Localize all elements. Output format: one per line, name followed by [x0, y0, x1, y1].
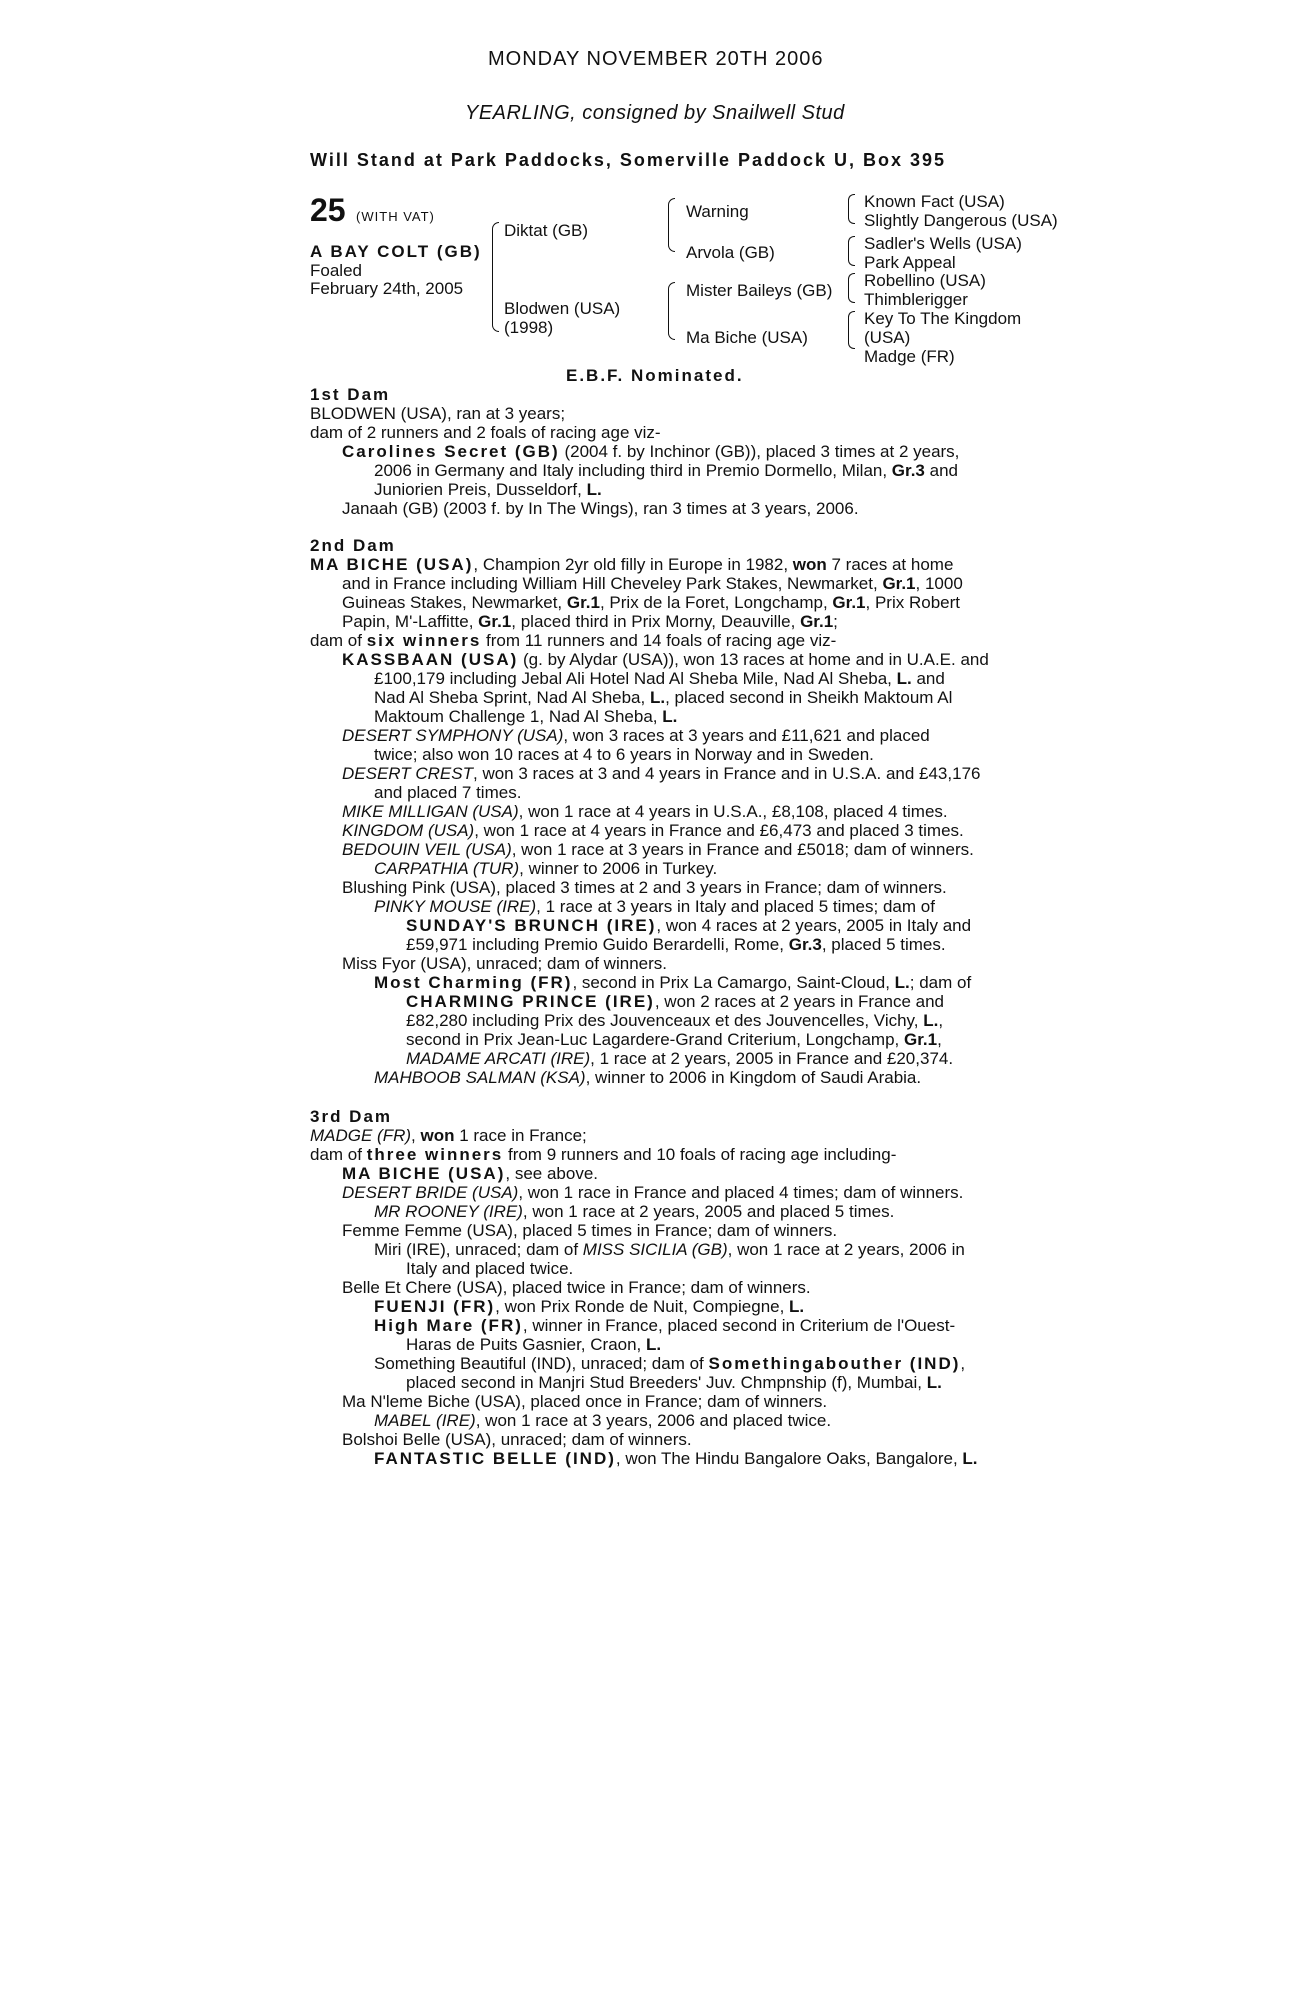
gg-brace-2 — [848, 236, 855, 266]
produce-entry-cont: and placed 7 times. — [374, 783, 522, 802]
produce-entry-cont: Nad Al Sheba Sprint, Nad Al Sheba, L., placed second in Sheikh Maktoum Al — [374, 688, 953, 707]
pedigree-ggd-3: Thimblerigger — [864, 290, 968, 309]
produce-entry: MIKE MILLIGAN (USA), won 1 race at 4 years in U.S.A., £8,108, placed 4 times. — [342, 802, 948, 821]
produce-entry: Bolshoi Belle (USA), unraced; dam of winners. — [342, 1430, 692, 1449]
produce-entry: Miss Fyor (USA), unraced; dam of winners. — [342, 954, 667, 973]
sale-date: MONDAY NOVEMBER 20TH 2006 — [488, 48, 824, 70]
first-dam-section — [310, 385, 990, 518]
produce-entry: MADAME ARCATI (IRE), 1 race at 2 years, 2005 in France and £20,374. — [406, 1049, 954, 1068]
produce-entry: Carolines Secret (GB) (2004 f. by Inchinor (GB)), placed 3 times at 2 years, — [342, 442, 960, 461]
produce-entry: DESERT BRIDE (USA), won 1 race in France and placed 4 times; dam of winners. — [342, 1183, 964, 1202]
produce-entry: FUENJI (FR), won Prix Ronde de Nuit, Compiegne, L. — [374, 1297, 805, 1316]
third-dam-heading: 3rd Dam — [310, 1107, 393, 1126]
pedigree-ggs-1: Known Fact (USA) — [864, 192, 1005, 211]
sire-dam-brace — [492, 222, 499, 332]
second-dam-line: MA BICHE (USA), Champion 2yr old filly in Europe in 1982, won 7 races at home — [310, 555, 954, 574]
gg-brace-3 — [848, 273, 855, 303]
produce-entry-cont: Haras de Puits Gasnier, Craon, L. — [406, 1335, 662, 1354]
sire-line-brace — [668, 198, 675, 252]
second-dam-line-cont: Papin, M'-Laffitte, Gr.1, placed third in Prix Morny, Deauville, Gr.1; — [342, 612, 838, 631]
stand-location: Will Stand at Park Paddocks, Somerville Paddock U, Box 395 — [310, 150, 947, 170]
dam-line-brace — [668, 282, 675, 340]
third-dam-line: MADGE (FR), won 1 race in France; — [310, 1126, 587, 1145]
produce-entry: DESERT SYMPHONY (USA), won 3 races at 3 years and £11,621 and placed — [342, 726, 930, 745]
produce-entry: CARPATHIA (TUR), winner to 2006 in Turkey. — [374, 859, 718, 878]
gg-brace-4 — [848, 311, 855, 349]
produce-entry: DESERT CREST, won 3 races at 3 and 4 years in France and in U.S.A. and £43,176 — [342, 764, 981, 783]
produce-entry: Miri (IRE), unraced; dam of MISS SICILIA (GB), won 1 race at 2 years, 2006 in — [374, 1240, 965, 1259]
produce-entry: KASSBAAN (USA) (g. by Alydar (USA)), won 13 races at home and in U.A.E. and — [342, 650, 989, 669]
produce-entry-cont: 2006 in Germany and Italy including third in Premio Dormello, Milan, Gr.3 and — [374, 461, 958, 480]
first-dam-produce-summary: dam of 2 runners and 2 foals of racing age viz- — [310, 423, 661, 442]
produce-entry: Most Charming (FR), second in Prix La Camargo, Saint-Cloud, L.; dam of — [374, 973, 972, 992]
pedigree-dam-year: (1998) — [504, 318, 554, 337]
produce-entry: MABEL (IRE), won 1 race at 3 years, 2006 and placed twice. — [374, 1411, 832, 1430]
produce-entry-cont: Italy and placed twice. — [406, 1259, 574, 1278]
produce-entry: BEDOUIN VEIL (USA), won 1 race at 3 years in France and £5018; dam of winners. — [342, 840, 974, 859]
second-dam-line-cont: and in France including William Hill Cheveley Park Stakes, Newmarket, Gr.1, 1000 — [342, 574, 963, 593]
pedigree-sire: Diktat (GB) — [504, 221, 589, 240]
produce-entry: SUNDAY'S BRUNCH (IRE), won 4 races at 2 years, 2005 in Italy and — [406, 916, 972, 935]
second-dam-heading: 2nd Dam — [310, 536, 396, 555]
produce-entry-cont: £82,280 including Prix des Jouvenceaux et des Jouvencelles, Vichy, L., — [406, 1011, 944, 1030]
consignment-line: YEARLING, consigned by Snailwell Stud — [465, 102, 845, 124]
produce-entry: Ma N'leme Biche (USA), placed once in France; dam of winners. — [342, 1392, 828, 1411]
pedigree-granddam-2: Ma Biche (USA) — [686, 328, 808, 347]
pedigree-dam: Blodwen (USA) — [504, 299, 621, 318]
produce-entry: Something Beautiful (IND), unraced; dam of Somethingabouther (IND), — [374, 1354, 966, 1373]
second-dam-section — [310, 536, 990, 1087]
produce-entry: MAHBOOB SALMAN (KSA), winner to 2006 in Kingdom of Saudi Arabia. — [374, 1068, 922, 1087]
gg-brace-1 — [848, 194, 855, 224]
pedigree-granddam-1: Arvola (GB) — [686, 243, 775, 262]
produce-entry: KINGDOM (USA), won 1 race at 4 years in France and £6,473 and placed 3 times. — [342, 821, 964, 840]
foaled-date: February 24th, 2005 — [310, 279, 464, 298]
first-dam-line: BLODWEN (USA), ran at 3 years; — [310, 404, 566, 423]
third-dam-section — [310, 1107, 990, 1468]
produce-entry: MA BICHE (USA), see above. — [342, 1164, 598, 1183]
produce-entry: MR ROONEY (IRE), won 1 race at 2 years, 2005 and placed 5 times. — [374, 1202, 895, 1221]
pedigree-ggd-2: Park Appeal — [864, 253, 956, 272]
pedigree-grandsire-2: Mister Baileys (GB) — [686, 281, 833, 300]
produce-entry-cont: Maktoum Challenge 1, Nad Al Sheba, L. — [374, 707, 678, 726]
produce-entry: Blushing Pink (USA), placed 3 times at 2 and 3 years in France; dam of winners. — [342, 878, 947, 897]
lot-number: 25 — [310, 192, 346, 228]
first-dam-heading: 1st Dam — [310, 385, 391, 404]
pedigree-ggs-3: Robellino (USA) — [864, 271, 986, 290]
pedigree-ggd-1: Slightly Dangerous (USA) — [864, 211, 1058, 230]
produce-entry-cont: twice; also won 10 races at 4 to 6 years in Norway and in Sweden. — [374, 745, 874, 764]
third-dam-produce-summary: dam of three winners from 9 runners and 10 foals of racing age including- — [310, 1145, 897, 1164]
vat-note: (WITH VAT) — [356, 209, 435, 224]
pedigree-ggs-4: Key To The Kingdom — [864, 309, 1022, 328]
pedigree-grandsire-1: Warning — [686, 202, 749, 221]
foaled-label: Foaled — [310, 261, 362, 280]
produce-entry: Femme Femme (USA), placed 5 times in France; dam of winners. — [342, 1221, 838, 1240]
pedigree-ggs-4-country: (USA) — [864, 328, 911, 347]
lot-number-block — [310, 192, 435, 229]
produce-entry: Janaah (GB) (2003 f. by In The Wings), ran 3 times at 3 years, 2006. — [342, 499, 859, 518]
produce-entry: Belle Et Chere (USA), placed twice in France; dam of winners. — [342, 1278, 811, 1297]
produce-entry: PINKY MOUSE (IRE), 1 race at 3 years in Italy and placed 5 times; dam of — [374, 897, 935, 916]
produce-entry: FANTASTIC BELLE (IND), won The Hindu Bangalore Oaks, Bangalore, L. — [374, 1449, 978, 1468]
pedigree-ggs-2: Sadler's Wells (USA) — [864, 234, 1022, 253]
produce-entry: High Mare (FR), winner in France, placed second in Criterium de l'Ouest- — [374, 1316, 956, 1335]
lot-title: A BAY COLT (GB) — [310, 242, 482, 261]
produce-entry-cont: £59,971 including Premio Guido Berardelli, Rome, Gr.3, placed 5 times. — [406, 935, 946, 954]
produce-entry: CHARMING PRINCE (IRE), won 2 races at 2 years in France and — [406, 992, 944, 1011]
produce-entry-cont: placed second in Manjri Stud Breeders' Juv. Chmpnship (f), Mumbai, L. — [406, 1373, 942, 1392]
produce-entry-cont: second in Prix Jean-Luc Lagardere-Grand Criterium, Longchamp, Gr.1, — [406, 1030, 942, 1049]
pedigree-ggd-4: Madge (FR) — [864, 347, 955, 366]
produce-entry-cont: Juniorien Preis, Dusseldorf, L. — [374, 480, 602, 499]
second-dam-produce-summary: dam of six winners from 11 runners and 14 foals of racing age viz- — [310, 631, 837, 650]
second-dam-line-cont: Guineas Stakes, Newmarket, Gr.1, Prix de la Foret, Longchamp, Gr.1, Prix Robert — [342, 593, 960, 612]
produce-entry-cont: £100,179 including Jebal Ali Hotel Nad Al Sheba Mile, Nad Al Sheba, L. and — [374, 669, 945, 688]
ebf-nominated: E.B.F. Nominated. — [566, 366, 744, 385]
